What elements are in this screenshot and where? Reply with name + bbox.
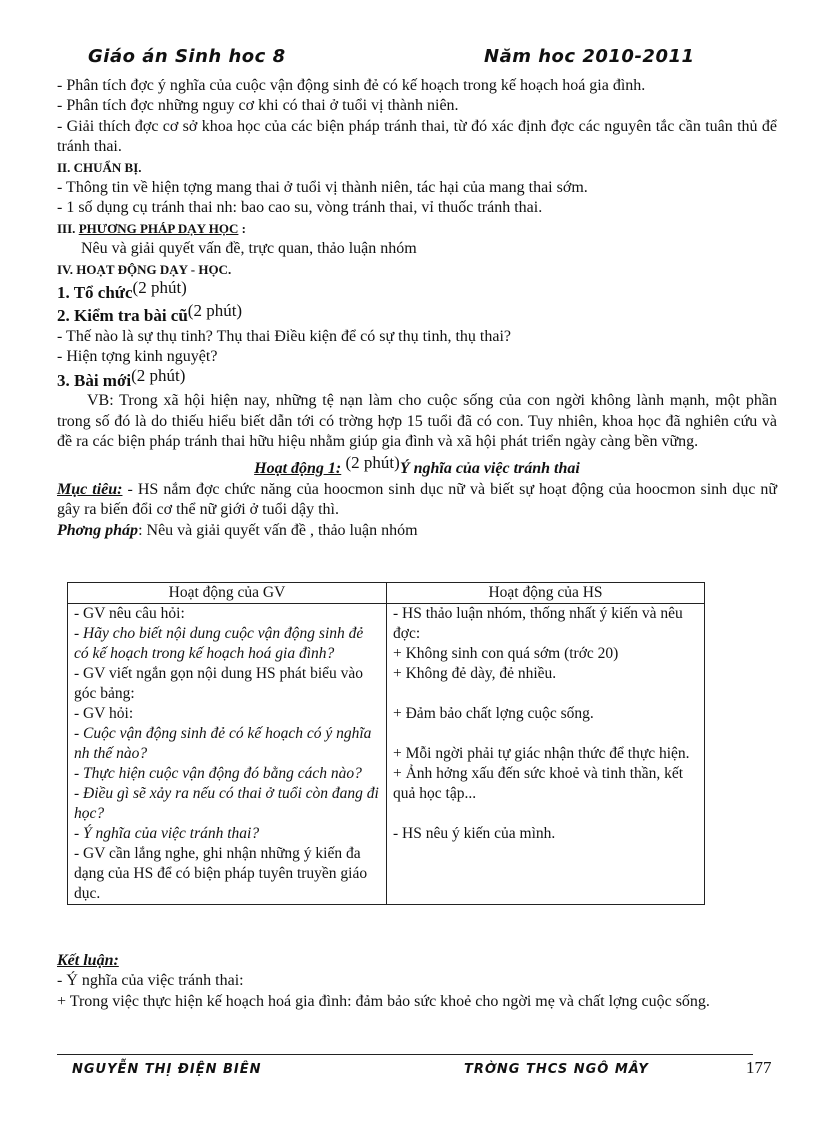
activity-1-heading — [57, 453, 777, 479]
method-heading-colon: : — [238, 220, 247, 236]
gv-line: - GV hỏi: — [74, 705, 134, 722]
hs-line: - HS thảo luận nhóm, thống nhất ý kiến và nêu đợc: — [393, 605, 683, 642]
page-number: 177 — [746, 1058, 772, 1077]
footer-divider — [57, 1054, 753, 1055]
method-heading-text: PHƯƠNG PHÁP DẠY HỌC — [78, 220, 239, 236]
conclusion-line: - Ý nghĩa của việc tránh thai: — [57, 972, 244, 990]
hs-line: + Không đẻ dày, đẻ nhiều. — [393, 665, 557, 682]
method-text: : Nêu và giải quyết vấn đề , thảo luận nhóm — [138, 521, 418, 539]
hs-line — [393, 724, 698, 744]
goal-line: - Phân tích đợc những nguy cơ khi có thai ở tuổi vị thành niên. — [57, 97, 459, 115]
method-heading-number: III. — [57, 220, 76, 236]
hs-line: + Mỗi ngời phải tự giác nhận thức để thực hiện. — [393, 745, 690, 762]
objective-label: Mục tiêu: — [57, 480, 123, 498]
step-time: (2 phút) — [187, 301, 243, 321]
method-label: Phơng pháp — [57, 521, 139, 539]
header-school-year: Năm hoc 2010-2011 — [484, 46, 695, 67]
goal-line: - Phân tích đợc ý nghĩa của cuộc vận động sinh đẻ có kế hoạch trong kế hoạch hoá gia đình. — [57, 77, 646, 94]
step-time: (2 phút) — [131, 365, 186, 385]
gv-line: - Thực hiện cuộc vận động đó bằng cách nào? — [74, 765, 362, 782]
footer-author: NGUYỄN THỊ ĐIỆN BIÊN — [72, 1062, 262, 1077]
step-title: 1. Tổ chức — [57, 283, 133, 303]
hs-line — [393, 804, 698, 824]
step-time: (2 phút) — [132, 278, 187, 298]
activity-table-wrapper — [67, 582, 705, 905]
objective-text: - HS nắm đợc chức năng của hoocmon sinh dục nữ và biết sự hoạt động của hoocmon sinh dục nữ gây ra biến đổi cơ thể nữ giới ở tuổi dậy thì. — [57, 480, 777, 519]
hs-line: + Không sinh con quá sớm (trớc 20) — [393, 645, 619, 662]
teacher-activity-cell — [68, 604, 387, 905]
activity-label: Hoạt động 1: — [254, 460, 342, 478]
student-activity-cell — [387, 604, 705, 905]
gv-line: - GV cần lắng nghe, ghi nhận những ý kiến đa dạng của HS để có biện pháp tuyên truyền giáo dục. — [74, 845, 368, 902]
table-row — [68, 604, 705, 905]
header-student-activity: Hoạt động của HS — [387, 583, 705, 604]
activity-title: Ý nghĩa của việc tránh thai — [399, 460, 580, 478]
review-question: - Hiện tợng kinh nguyệt? — [57, 348, 218, 366]
gv-line: - GV viết ngắn gọn nội dung HS phát biểu vào góc bảng: — [74, 665, 364, 702]
conclusion — [57, 951, 777, 1012]
goal-line: - Giải thích đợc cơ sở khoa học của các biện pháp tránh thai, từ đó xác định đợc các nguyên tắc cần tuân thủ để tránh thai. — [57, 117, 777, 156]
header-teacher-activity: Hoạt động của GV — [68, 583, 387, 604]
objective — [57, 480, 777, 521]
conclusion-label: Kết luận: — [57, 952, 119, 969]
step-old-lesson-check — [57, 301, 777, 326]
section-heading-method — [57, 219, 777, 239]
section-heading-activities: IV. HOẠT ĐỘNG DẠY - HỌC. — [57, 261, 232, 277]
prep-item: - 1 số dụng cụ tránh thai nh: bao cao su, vòng tránh thai, vỉ thuốc tránh thai. — [57, 199, 543, 217]
step-title: 2. Kiểm tra bài cũ — [57, 306, 188, 326]
footer-school: TRỜNG THCS NGÔ MÂY — [464, 1062, 649, 1077]
hs-line: + Ảnh hởng xấu đến sức khoẻ và tinh thần, kết quả học tập... — [393, 765, 684, 802]
step-organization — [57, 278, 777, 303]
gv-line: - Cuộc vận động sinh đẻ có kế hoạch có ý nghĩa nh thế nào? — [74, 725, 372, 762]
hs-line: + Đảm bảo chất lợng cuộc sống. — [393, 705, 594, 722]
method-text: Nêu và giải quyết vấn đề, trực quan, thảo luận nhóm — [81, 240, 417, 258]
lesson-body — [57, 76, 777, 541]
header-subject: Giáo án Sinh hoc 8 — [88, 46, 286, 67]
activity-table — [67, 582, 705, 905]
prep-item: - Thông tin về hiện tợng mang thai ở tuổi vị thành niên, tác hại của mang thai sớm. — [57, 179, 588, 197]
step-new-lesson — [57, 365, 777, 391]
hs-line — [393, 684, 698, 704]
conclusion-line: + Trong việc thực hiện kế hoạch hoá gia đình: đảm bảo sức khoẻ cho ngời mẹ và chất lợng cuộc sống. — [57, 992, 710, 1010]
step-title: 3. Bài mới — [57, 370, 132, 390]
teaching-method — [57, 521, 777, 541]
gv-line: - Hãy cho biết nội dung cuộc vận động sinh đẻ có kế hoạch trong kế hoạch hoá gia đình? — [74, 625, 364, 662]
intro-paragraph: VB: Trong xã hội hiện nay, những tệ nạn làm cho cuộc sống của con ngời không lành mạnh, một phần trong số đó là do thiếu hiểu biết dẫn tới có trờng hợp 15 tuổi đã có con. Tuy nhiên, khoa học đã nghiên cứu và đề ra các biện pháp tránh thai hữu hiệu nhằm giúp gia đình và xã hội phát triển ngày càng bền vững. — [57, 392, 777, 450]
gv-line: - Ý nghĩa của việc tránh thai? — [74, 825, 260, 842]
gv-line: - Điều gì sẽ xảy ra nếu có thai ở tuổi còn đang đi học? — [74, 785, 379, 822]
gv-line: - GV nêu câu hỏi: — [74, 605, 185, 622]
table-header-row — [68, 583, 705, 604]
review-question: - Thế nào là sự thụ tinh? Thụ thai Điều kiện để có sự thụ tinh, thụ thai? — [57, 327, 511, 345]
activity-time: (2 phút) — [341, 453, 400, 473]
section-heading-preparation: II. CHUẨN BỊ. — [57, 159, 142, 175]
hs-line: - HS nêu ý kiến của mình. — [393, 825, 556, 842]
